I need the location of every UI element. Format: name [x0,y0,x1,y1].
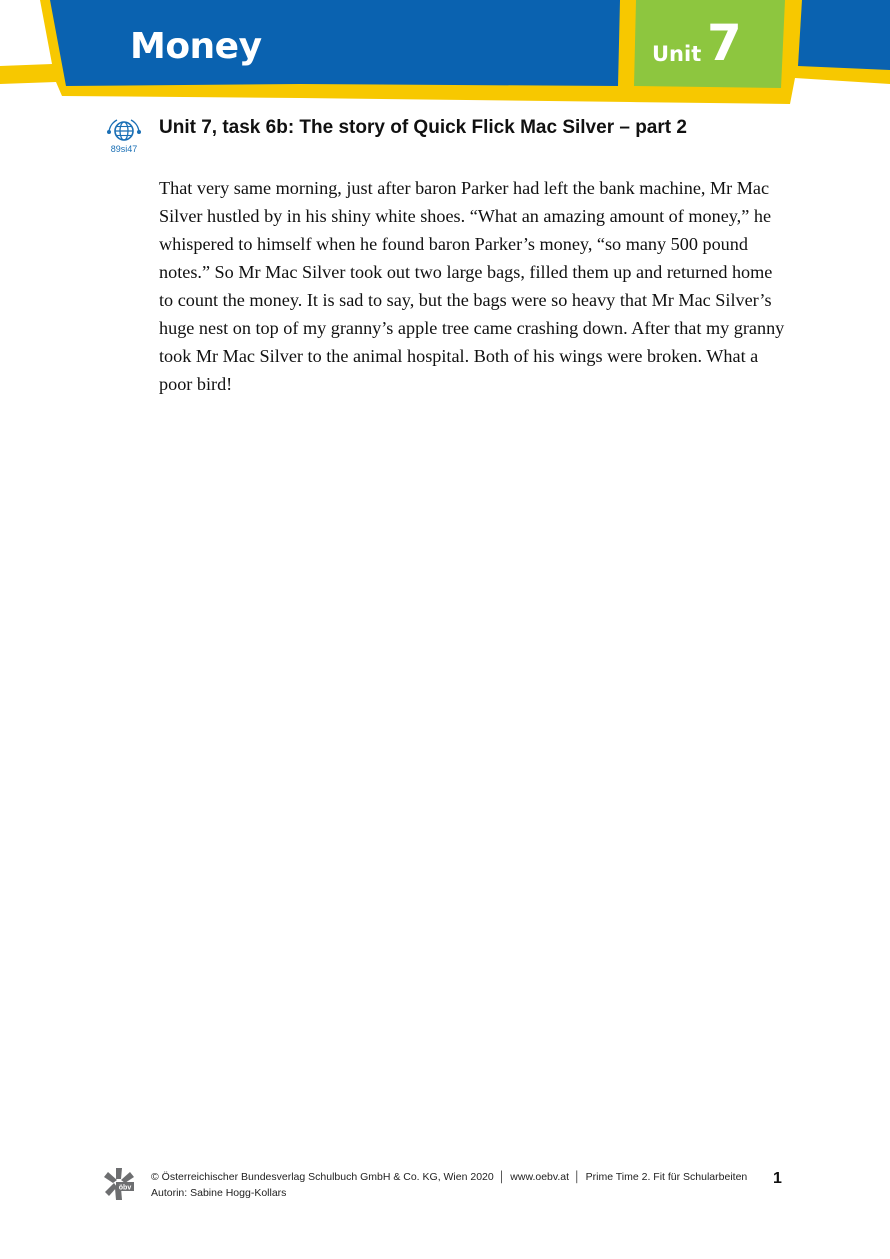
page-title: Money [130,26,262,67]
unit-number: 7 [707,14,742,72]
footer-copyright: © Österreichischer Bundesverlag Schulbuch GmbH & Co. KG, Wien 2020 [151,1171,494,1183]
footer-line-1 [151,1169,747,1185]
story-text: That very same morning, just after baron Parker had left the bank machine, Mr Mac Silver hustled by in his shiny white shoes. “What an amazing amount of money,” he whispered to himself when he found baron Parker’s money, “so many 500 pound notes.” So Mr Mac Silver took out two large bags, filled them up and returned home to count the money. It is sad to say, but the bags were so heavy that Mr Mac Silver’s huge nest on top of my granny’s apple tree came crashing down. After that my granny took Mr Mac Silver to the animal hospital. Both of his wings were broken. What a poor bird! [159,178,785,394]
page-number: 1 [773,1170,782,1187]
footer-website[interactable]: www.oebv.at [510,1171,570,1183]
footer-separator: │ [498,1171,506,1183]
header-banner [0,0,890,110]
footer [151,1169,747,1201]
footer-book: Prime Time 2. Fit für Schularbeiten [585,1171,748,1183]
oebv-logo-text: öbv [118,1184,132,1192]
footer-author: Autorin: Sabine Hogg-Kollars [151,1187,287,1199]
web-code: 89si47 [110,144,138,154]
footer-separator: │ [574,1171,581,1183]
unit-label: Unit [652,42,702,66]
oebv-logo [104,1168,134,1200]
task-title: Unit 7, task 6b: The story of Quick Flick Mac Silver – part 2 [159,117,687,138]
